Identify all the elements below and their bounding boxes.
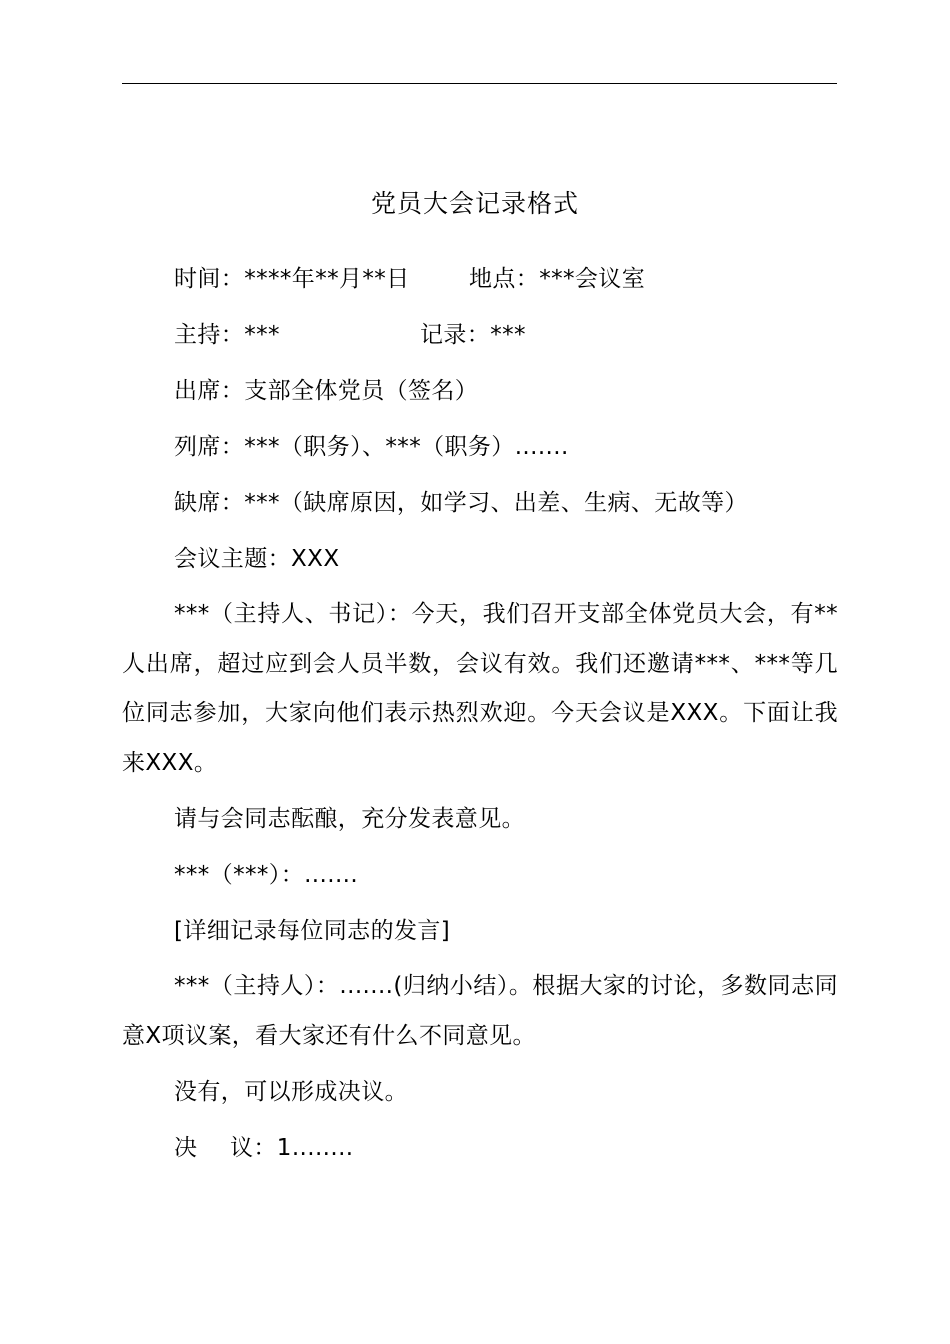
attending-row: 列席：***（职务）、***（职务）....... (174, 434, 569, 460)
resolution-label-2: 议：1........ (230, 1135, 354, 1161)
host-recorder-row (174, 319, 526, 351)
speaker-line: ***（***）：....... (174, 862, 359, 888)
absent-row: 缺席：***（缺席原因，如学习、出差、生病、无故等） (174, 490, 748, 516)
meeting-host: 主持：*** (174, 322, 280, 348)
meeting-location: 地点：***会议室 (469, 266, 646, 292)
speaker-note: [详细记录每位同志的发言] (174, 918, 451, 944)
meeting-time: 时间：****年**月**日 (174, 266, 410, 292)
present-row: 出席：支部全体党员（签名） (174, 378, 479, 404)
summary-paragraph: ***（主持人）：.......(归纳小结）。根据大家的讨论，多数同志同意X项议案，看大家还有什么不同意见。 (122, 973, 838, 1049)
time-location-row (174, 263, 646, 295)
resolution-label-1: 决 (174, 1135, 198, 1161)
header-rule (122, 83, 837, 84)
document-title: 党员大会记录格式 (370, 189, 579, 218)
no-objection-line: 没有，可以形成决议。 (174, 1079, 408, 1105)
resolution-row (174, 1132, 354, 1164)
discussion-prompt: 请与会同志酝酿，充分发表意见。 (174, 806, 525, 832)
opening-paragraph: ***（主持人、书记）：今天，我们召开支部全体党员大会，有**人出席，超过应到会人员半数，会议有效。我们还邀请***、***等几位同志参加，大家向他们表示热烈欢迎。今天会议是XXX。下面让我来XXX。 (122, 601, 838, 776)
topic-row: 会议主题：XXX (174, 546, 340, 572)
meeting-recorder: 记录：*** (420, 322, 526, 348)
